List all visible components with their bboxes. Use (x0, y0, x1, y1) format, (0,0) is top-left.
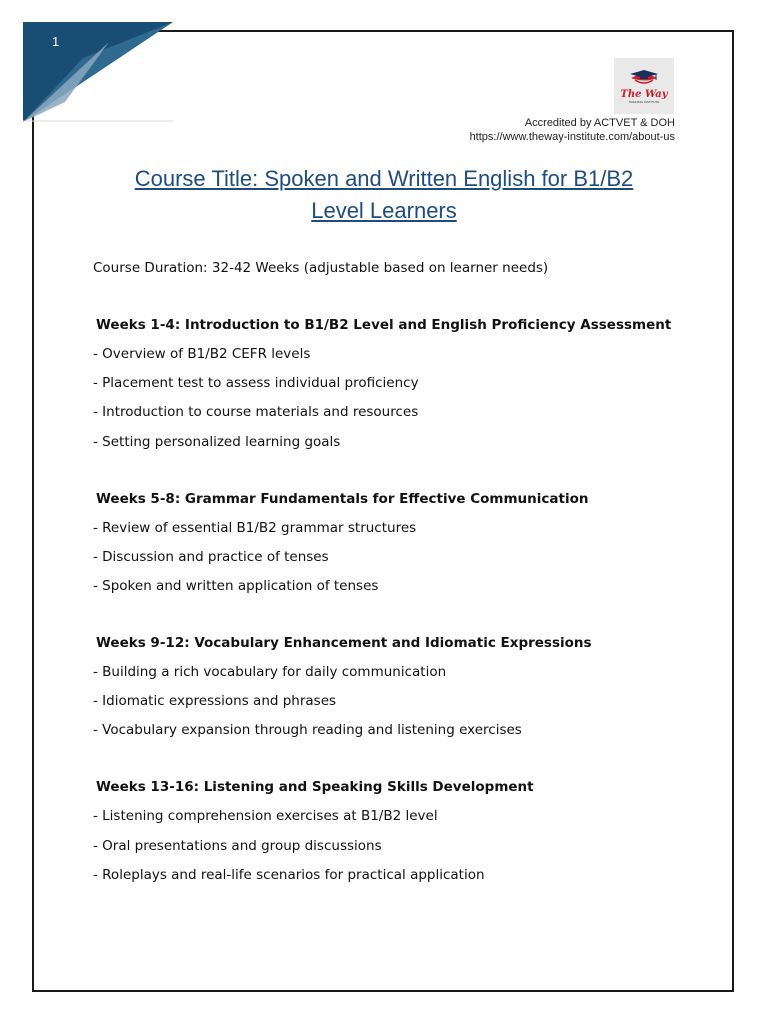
list-item: - Overview of B1/B2 CEFR levels (93, 346, 311, 362)
list-item: - Setting personalized learning goals (93, 433, 341, 450)
section-weeks-5-8 (93, 489, 693, 596)
section-heading: Weeks 1-4: Introduction to B1/B2 Level and English Proficiency Assessment (96, 317, 672, 333)
section-weeks-9-12 (93, 633, 693, 740)
list-item: - Vocabulary expansion through reading and listening exercises (93, 722, 522, 739)
course-content (93, 258, 693, 894)
list-item: - Spoken and written application of tenses (93, 577, 379, 594)
list-item: - Building a rich vocabulary for daily communication (93, 663, 447, 680)
course-title (90, 163, 678, 227)
institute-logo (614, 58, 674, 114)
list-item: - Roleplays and real-life scenarios for practical application (93, 866, 485, 883)
list-item: - Discussion and practice of tenses (93, 548, 329, 565)
list-item: - Placement test to assess individual proficiency (93, 375, 419, 392)
corner-decoration (23, 22, 175, 122)
section-weeks-1-4 (93, 315, 693, 452)
section-heading: Weeks 13-16: Listening and Speaking Skills Development (96, 779, 534, 796)
page-number: 1 (52, 34, 60, 49)
accreditation-block (470, 116, 675, 144)
list-item: - Review of essential B1/B2 grammar structures (93, 519, 417, 536)
section-heading: Weeks 9-12: Vocabulary Enhancement and Idiomatic Expressions (96, 634, 592, 651)
course-duration: Course Duration: 32-42 Weeks (adjustable based on learner needs) (93, 260, 549, 276)
graduation-cap-icon (627, 69, 661, 89)
course-title-line-1: Course Title: Spoken and Written English for B1/B2 (134, 166, 634, 191)
logo-subtext: TRAINING INSTITUTE (628, 99, 660, 104)
section-weeks-13-16 (93, 777, 693, 884)
list-item: - Listening comprehension exercises at B1/B2 level (93, 808, 438, 825)
list-item: - Introduction to course materials and resources (93, 404, 419, 421)
accreditation-text: Accredited by ACTVET & DOH (524, 117, 675, 129)
logo-text: The Way (620, 88, 668, 100)
course-title-line-2: Level Learners (311, 198, 457, 223)
website-link[interactable]: https://www.theway-institute.com/about-us (469, 131, 675, 143)
list-item: - Idiomatic expressions and phrases (93, 693, 337, 710)
section-heading: Weeks 5-8: Grammar Fundamentals for Effective Communication (96, 490, 589, 507)
list-item: - Oral presentations and group discussions (93, 837, 382, 854)
